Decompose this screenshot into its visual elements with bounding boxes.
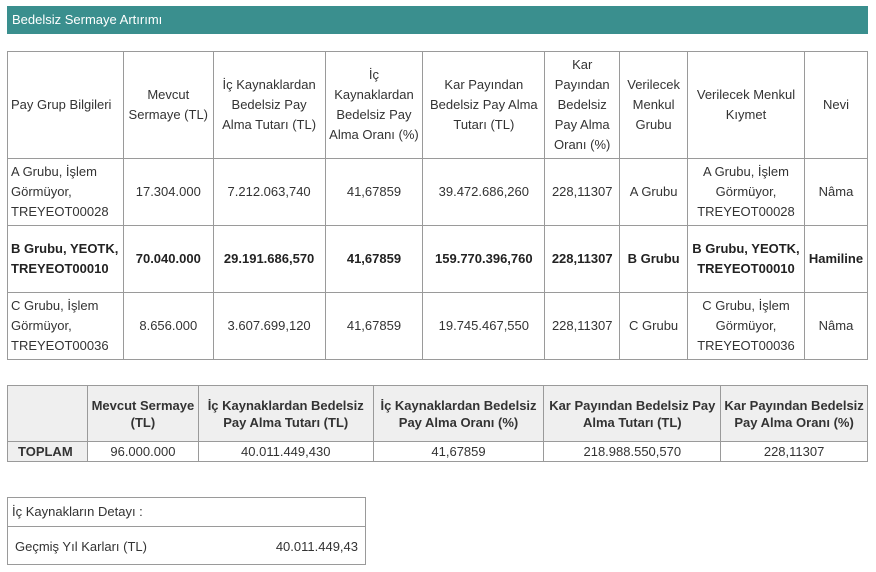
table-cell: 228,11307 — [545, 159, 620, 226]
table-header-row — [8, 52, 868, 159]
table-cell: C Grubu — [620, 293, 688, 360]
col-header: İç Kaynaklardan Bedelsiz Pay Alma Oranı (%) — [373, 386, 544, 442]
table-cell: 96.000.000 — [87, 442, 198, 462]
col-header: İç Kaynaklardan Bedelsiz Pay Alma Tutarı (TL) — [213, 52, 325, 159]
col-header: Verilecek Menkul Grubu — [620, 52, 688, 159]
detail-label: Geçmiş Yıl Karları (TL) — [15, 538, 147, 554]
table-cell: 41,67859 — [325, 226, 423, 293]
col-header: Kar Payından Bedelsiz Pay Alma Tutarı (TL) — [544, 386, 721, 442]
table-cell: Nâma — [804, 293, 867, 360]
detail-row — [8, 527, 365, 565]
total-row — [8, 442, 868, 462]
table-cell: 3.607.699,120 — [213, 293, 325, 360]
table-cell: 41,67859 — [373, 442, 544, 462]
table-row — [8, 226, 868, 293]
col-header: Kar Payından Bedelsiz Pay Alma Oranı (%) — [545, 52, 620, 159]
table-cell: 8.656.000 — [123, 293, 213, 360]
table-cell: 41,67859 — [325, 293, 423, 360]
pay-group-table — [7, 51, 868, 360]
table-cell: 40.011.449,430 — [198, 442, 373, 462]
table-cell: A Grubu, İşlem Görmüyor, TREYEOT00028 — [8, 159, 124, 226]
detail-value: 40.011.449,43 — [275, 538, 358, 554]
total-label: TOPLAM — [8, 442, 88, 462]
table-cell: Hamiline — [804, 226, 867, 293]
table-row — [8, 293, 868, 360]
col-header: Verilecek Menkul Kıymet — [688, 52, 805, 159]
table-cell: B Grubu, YEOTK, TREYEOT00010 — [8, 226, 124, 293]
table-cell: 29.191.686,570 — [213, 226, 325, 293]
col-header: Mevcut Sermaye (TL) — [123, 52, 213, 159]
col-header: Kar Payından Bedelsiz Pay Alma Oranı (%) — [721, 386, 868, 442]
table-cell: 39.472.686,260 — [423, 159, 545, 226]
table-row — [8, 159, 868, 226]
table-cell: C Grubu, İşlem Görmüyor, TREYEOT00036 — [688, 293, 805, 360]
col-header: İç Kaynaklardan Bedelsiz Pay Alma Tutarı (TL) — [198, 386, 373, 442]
table-cell: A Grubu, İşlem Görmüyor, TREYEOT00028 — [688, 159, 805, 226]
table-cell: 228,11307 — [545, 293, 620, 360]
detail-heading: İç Kaynakların Detayı : — [8, 498, 365, 527]
table-cell: C Grubu, İşlem Görmüyor, TREYEOT00036 — [8, 293, 124, 360]
table-cell: 19.745.467,550 — [423, 293, 545, 360]
table-cell: 41,67859 — [325, 159, 423, 226]
internal-sources-detail-box — [7, 497, 366, 565]
col-header: Kar Payından Bedelsiz Pay Alma Tutarı (TL) — [423, 52, 545, 159]
total-corner-cell — [8, 386, 88, 442]
table-cell: Nâma — [804, 159, 867, 226]
table-cell: 70.040.000 — [123, 226, 213, 293]
table-cell: 159.770.396,760 — [423, 226, 545, 293]
col-header: Pay Grup Bilgileri — [8, 52, 124, 159]
col-header: İç Kaynaklardan Bedelsiz Pay Alma Oranı (%) — [325, 52, 423, 159]
table-cell: A Grubu — [620, 159, 688, 226]
col-header: Mevcut Sermaye (TL) — [87, 386, 198, 442]
col-header: Nevi — [804, 52, 867, 159]
table-cell: 17.304.000 — [123, 159, 213, 226]
total-table — [7, 385, 868, 462]
total-header-row — [8, 386, 868, 442]
table-cell: 218.988.550,570 — [544, 442, 721, 462]
section-title-bar — [7, 6, 868, 34]
table-cell: B Grubu — [620, 226, 688, 293]
table-cell: 7.212.063,740 — [213, 159, 325, 226]
table-cell: 228,11307 — [545, 226, 620, 293]
section-title: Bedelsiz Sermaye Artırımı — [12, 12, 163, 27]
table-cell: B Grubu, YEOTK, TREYEOT00010 — [688, 226, 805, 293]
table-cell: 228,11307 — [721, 442, 868, 462]
